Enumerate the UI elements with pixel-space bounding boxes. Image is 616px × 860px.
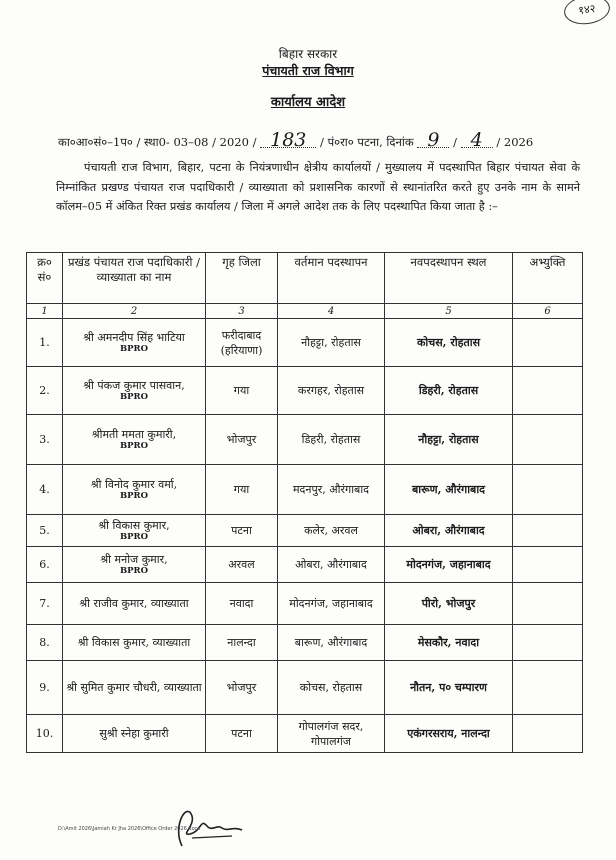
cell-name: [63, 625, 206, 661]
reference-prefix: का०आ०सं०–1प० / स्था0- 03–08 / 2020 /: [58, 135, 257, 149]
cell-home: पटना: [206, 715, 278, 753]
cell-sn: 6.: [27, 547, 63, 583]
cell-sn: 3.: [27, 415, 63, 465]
cell-remark: [513, 415, 583, 465]
reference-place: / पं०रा० पटना, दिनांक: [320, 135, 414, 149]
cell-home: पटना: [206, 515, 278, 547]
cell-name: [63, 415, 206, 465]
table-header-cell: नवपदस्थापन स्थल: [385, 253, 513, 304]
designation: BPRO: [119, 441, 149, 451]
cell-sn: 9.: [27, 661, 63, 715]
cell-current: ओबरा, औरंगाबाद: [278, 547, 385, 583]
officer-name: श्री सुमित कुमार चौधरी, व्याख्याता: [66, 680, 202, 694]
cell-current: कलेर, अरवल: [278, 515, 385, 547]
cell-new: नौतन, प० चम्पारण: [385, 661, 513, 715]
table-row: [27, 583, 583, 625]
file-path: D:\Amit 2026\Jamiah Kr Jha 2026\Office Order 2026.docx: [58, 826, 201, 832]
cell-new: मोदनगंज, जहानाबाद: [385, 547, 513, 583]
cell-home: नालन्दा: [206, 625, 278, 661]
cell-remark: [513, 583, 583, 625]
order-paragraph: पंचायती राज विभाग, बिहार, पटना के नियंत्रणाधीन क्षेत्रीय कार्यालयों / मुख्यालय में पदस्थापित बिहार पंचायत सेवा के निम्नांकित प्रखण्ड पंचायत राज पदाधिकारी / व्याख्याता को प्रशासनिक कारणों से स्थानांतरित करते हुए उनके नाम के सामने कॉलम–05 में अंकित रिक्त प्रखंड कार्यालय / जिला में अगले आदेश तक के लिए पदस्थापित किया जाता है :–: [56, 161, 580, 213]
designation: BPRO: [119, 491, 149, 501]
column-number: 4: [278, 304, 385, 319]
cell-name: [63, 547, 206, 583]
reference-day: 9: [417, 133, 449, 148]
designation: BPRO: [119, 344, 149, 354]
cell-current: करगहर, रोहतास: [278, 367, 385, 415]
cell-home: भोजपुर: [206, 415, 278, 465]
column-number-row: [27, 304, 583, 319]
cell-new: मेसकौर, नवादा: [385, 625, 513, 661]
officer-name: श्री अमनदीप सिंह भाटिया: [83, 331, 185, 344]
cell-new: बारूण, औरंगाबाद: [385, 465, 513, 515]
officer-name: श्री मनोज कुमार,: [100, 553, 168, 566]
cell-name: [63, 661, 206, 715]
cell-sn: 7.: [27, 583, 63, 625]
cell-current: नौहट्टा, रोहतास: [278, 319, 385, 367]
order-title: कार्यालय आदेश: [270, 95, 346, 110]
cell-new: एकंगरसराय, नालन्दा: [385, 715, 513, 753]
table-row: [27, 319, 583, 367]
officer-name: श्री विनोद कुमार वर्मा,: [90, 478, 178, 491]
department-name: पंचायती राज विभाग: [262, 63, 354, 78]
cell-home: भोजपुर: [206, 661, 278, 715]
officer-name: श्री राजीव कुमार, व्याख्याता: [79, 596, 189, 610]
cell-current: कोचस, रोहतास: [278, 661, 385, 715]
column-number: 3: [206, 304, 278, 319]
cell-name: [63, 515, 206, 547]
designation: BPRO: [119, 566, 149, 576]
cell-remark: [513, 547, 583, 583]
officer-name: श्री विकास कुमार, व्याख्याता: [77, 635, 191, 649]
table-row: [27, 515, 583, 547]
cell-name: [63, 583, 206, 625]
cell-name: [63, 367, 206, 415]
cell-name: [63, 319, 206, 367]
cell-current: मदनपुर, औरंगाबाद: [278, 465, 385, 515]
cell-home: अरवल: [206, 547, 278, 583]
cell-name: [63, 715, 206, 753]
table-row: [27, 547, 583, 583]
cell-sn: 1.: [27, 319, 63, 367]
officer-name: सुश्री स्नेहा कुमारी: [99, 726, 169, 740]
table-row: [27, 415, 583, 465]
reference-number: 183: [260, 133, 316, 148]
officer-name: श्रीमती ममता कुमारी,: [91, 428, 177, 441]
page-number-mark: १४२: [562, 0, 611, 27]
table-row: [27, 465, 583, 515]
cell-remark: [513, 715, 583, 753]
officer-name: श्री पंकज कुमार पासवान,: [83, 379, 185, 392]
table-header-row: [27, 253, 583, 304]
cell-remark: [513, 625, 583, 661]
cell-new: पीरो, भोजपुर: [385, 583, 513, 625]
column-number: 1: [27, 304, 63, 319]
cell-new: डिहरी, रोहतास: [385, 367, 513, 415]
column-number: 2: [63, 304, 206, 319]
table-row: [27, 661, 583, 715]
table-row: [27, 715, 583, 753]
cell-sn: 5.: [27, 515, 63, 547]
cell-remark: [513, 367, 583, 415]
table-row: [27, 625, 583, 661]
table-header-cell: क्र० सं०: [27, 253, 63, 304]
cell-home: गया: [206, 367, 278, 415]
column-number: 6: [513, 304, 583, 319]
government-name: बिहार सरकार: [278, 47, 338, 61]
cell-current: गोपालगंज सदर, गोपालगंज: [278, 715, 385, 753]
table-header-cell: वर्तमान पदस्थापन: [278, 253, 385, 304]
cell-remark: [513, 661, 583, 715]
cell-sn: 8.: [27, 625, 63, 661]
cell-name: [63, 465, 206, 515]
cell-remark: [513, 515, 583, 547]
cell-new: कोचस, रोहतास: [385, 319, 513, 367]
cell-current: डिहरी, रोहतास: [278, 415, 385, 465]
cell-remark: [513, 319, 583, 367]
column-number: 5: [385, 304, 513, 319]
designation: BPRO: [119, 392, 149, 402]
cell-current: बारूण, औरंगाबाद: [278, 625, 385, 661]
table-row: [27, 367, 583, 415]
cell-new: नौहट्टा, रोहतास: [385, 415, 513, 465]
transfer-table: [26, 252, 583, 753]
cell-sn: 2.: [27, 367, 63, 415]
cell-current: मोदनगंज, जहानाबाद: [278, 583, 385, 625]
cell-home: गया: [206, 465, 278, 515]
cell-home: नवादा: [206, 583, 278, 625]
table-header-cell: अभ्युक्ति: [513, 253, 583, 304]
cell-sn: 10.: [27, 715, 63, 753]
cell-home: फरीदाबाद (हरियाणा): [206, 319, 278, 367]
table-header-cell: गृह जिला: [206, 253, 278, 304]
table-header-cell: प्रखंड पंचायत राज पदाधिकारी / व्याख्याता का नाम: [63, 253, 206, 304]
cell-remark: [513, 465, 583, 515]
reference-line: का०आ०सं०–1प० / स्था0- 03–08 / 2020 / 183 / पं०रा० पटना, दिनांक 9 / 4 / 2026: [58, 129, 534, 151]
officer-name: श्री विकास कुमार,: [98, 519, 170, 532]
reference-month: 4: [461, 133, 493, 148]
cell-new: ओबरा, औरंगाबाद: [385, 515, 513, 547]
reference-year: / 2026: [496, 135, 534, 149]
designation: BPRO: [119, 532, 149, 542]
cell-sn: 4.: [27, 465, 63, 515]
